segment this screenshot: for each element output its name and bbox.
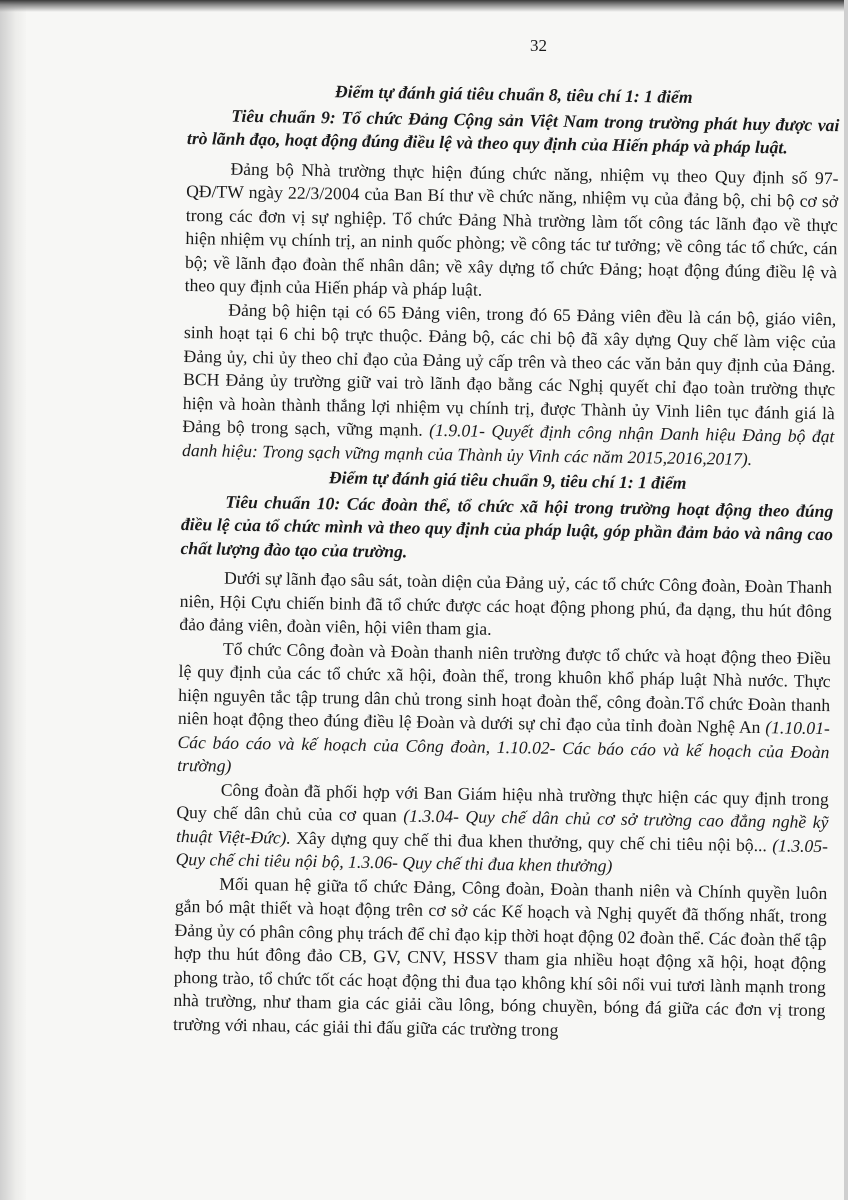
evidence-reference: (1.3.05- Quy chế chi tiêu nội bộ, 1.3.06- Quy chế thi đua khen thưởng) (175, 834, 829, 876)
paragraph-union-youth (177, 636, 831, 787)
page-top-shadow (0, 0, 848, 12)
document-body (173, 76, 840, 1046)
page-binding-shadow (0, 0, 26, 1200)
criterion-10-heading: Tiêu chuẩn 10: Các đoàn thể, tổ chức xã hội trong trường hoạt động theo đúng điều lệ của tổ chức mình và theo quy định của pháp luật, góp phần đảm bảo và nâng cao chất lượng đào tạo của trường. (180, 491, 834, 562)
paragraph-party-members (182, 297, 837, 472)
paragraph-organizations-leadership: Dưới sự lãnh đạo sâu sát, toàn diện của Đảng uỷ, các tổ chức Công đoàn, Đoàn Thanh niên, Hội Cựu chiến binh đã tổ chức được các hoạt động phong phú, đa dạng, thu hút đông đảo đảng viên, đoàn viên, hội viên tham gia. (179, 567, 833, 639)
page-number: 32 (530, 36, 547, 55)
paragraph-text: Đảng bộ hiện tại có 65 Đảng viên, trong đó 65 Đảng viên đều là cán bộ, giáo viên, sinh hoạt tại 6 chi bộ trực thuộc. Đảng bộ, các chi bộ đã xây dựng Quy chế làm việc của Đảng ủy, chi ủy theo chỉ đạo của Đảng uỷ cấp trên và theo các văn bản quy định của Đảng. BCH Đảng ủy trường giữ vai trò lãnh đạo bằng các Nghị quyết chỉ đạo toàn trường thực hiện và hoàn thành thắng lợi nhiệm vụ chính trị, được Thành ủy Vinh liên tục đánh giá là Đảng bộ trong sạch, vững mạnh. (182, 299, 837, 440)
paragraph-text: Tổ chức Công đoàn và Đoàn thanh niên trường được tổ chức và hoạt động theo Điều lệ quy định của các tổ chức xã hội, đoàn thể, trong khuôn khổ pháp luật Nhà nước. Thực hiện nguyên tắc tập trung dân chủ trong sinh hoạt đoàn thể, công đoàn.Tổ chức Đoàn thanh niên hoạt động theo đúng điều lệ Đoàn và dưới sự chỉ đạo của tỉnh đoàn Nghệ An (177, 638, 832, 738)
paragraph-text: Xây dựng quy chế thi đua khen thưởng, quy chế chi tiêu nội bộ... (290, 827, 773, 855)
paragraph-relationships: Mối quan hệ giữa tổ chức Đảng, Công đoàn, Đoàn thanh niên và Chính quyền luôn gắn bó mật thiết và hoạt động trên cơ sở các Kế hoạch và Nghị quyết đã thống nhất, trong Đảng ủy có phân công phụ trách để chỉ đạo kịp thời hoạt động 02 đoàn thể. Các đoàn thể tập hợp thu hút đông đảo CB, GV, CNV, HSSV tham gia nhiều hoạt động xã hội, hoạt động phong trào, tổ chức tốt các hoạt động thi đua tạo không khí sôi nổi vui tươi lành mạnh trong nhà trường, như tham gia các giải cầu lông, bóng chuyền, bóng đá giữa các đơn vị trong trường với nhau, các giải thi đấu giữa các trường trong (172, 873, 828, 1040)
evidence-reference: (1.9.01- Quyết định công nhận Danh hiệu Đảng bộ đạt danh hiệu: Trong sạch vững mạnh của Thành ủy Vinh các năm 2015,2016,2017). (181, 419, 835, 469)
paragraph-party-functions: Đảng bộ Nhà trường thực hiện đúng chức năng, nhiệm vụ theo Quy định số 97-QĐ/TW ngày 22/3/2004 của Ban Bí thư về chức năng, nhiệm vụ của đảng bộ, chi bộ cơ sở trong các đơn vị sự nghiệp. Tổ chức Đảng Nhà trường làm tốt công tác lãnh đạo về thực hiện nhiệm vụ chính trị, an ninh quốc phòng; về công tác tư tưởng; về công tác tổ chức, cán bộ; về lãnh đạo đoàn thể nhân dân; về xây dựng tổ chức Đảng; hoạt động đúng điều lệ và theo quy định của Hiến pháp và pháp luật. (184, 158, 839, 300)
paragraph-union-regulations (176, 777, 829, 881)
paragraph-text: Công đoàn đã phối hợp với Ban Giám hiệu nhà trường thực hiện các quy định trong Quy chế dân chủ của cơ quan (176, 779, 829, 826)
evidence-reference: (1.3.04- Quy chế dân chủ cơ sở trường cao đẳng nghề kỹ thuật Việt-Đức). (175, 805, 829, 848)
score-line-criterion-8: Điểm tự đánh giá tiêu chuẩn 8, tiêu chí 1: 1 điểm (334, 81, 693, 107)
score-line-criterion-9: Điểm tự đánh giá tiêu chuẩn 9, tiêu chí 1: 1 điểm (328, 467, 687, 493)
criterion-9-heading: Tiêu chuẩn 9: Tổ chức Đảng Cộng sản Việt Nam trong trường phát huy được vai trò lãnh đạo, hoạt động đúng điều lệ và theo quy định của Hiến pháp và pháp luật. (186, 105, 840, 158)
page-right-edge (844, 0, 848, 1200)
evidence-reference: (1.10.01- Các báo cáo và kế hoạch của Công đoàn, 1.10.02- Các báo cáo và kế hoạch của Đoàn trường) (177, 717, 830, 776)
